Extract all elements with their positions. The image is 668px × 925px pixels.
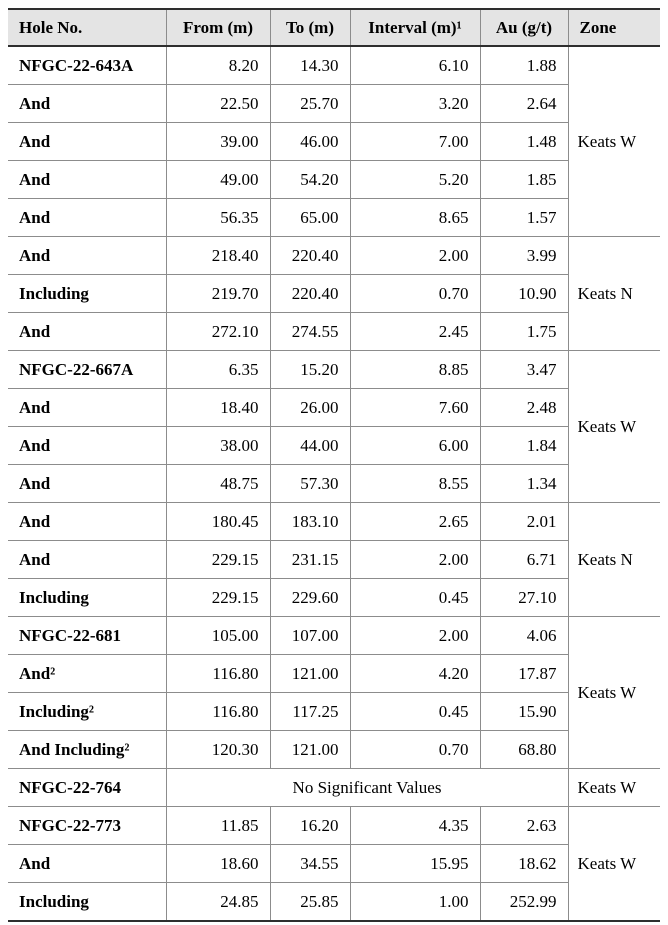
cell-au: 2.63 [480, 807, 568, 845]
column-header-au: Au (g/t) [480, 9, 568, 46]
cell-from: 218.40 [166, 237, 270, 275]
cell-from: 24.85 [166, 883, 270, 922]
cell-from: 48.75 [166, 465, 270, 503]
cell-hole-no: And Including² [8, 731, 166, 769]
cell-interval: 4.35 [350, 807, 480, 845]
cell-hole-no: Including² [8, 693, 166, 731]
cell-interval: 1.00 [350, 883, 480, 922]
cell-hole-no: Including [8, 883, 166, 922]
table-row [8, 123, 660, 161]
assay-results-table [8, 8, 660, 922]
table-row [8, 351, 660, 389]
cell-to: 220.40 [270, 275, 350, 313]
cell-from: 229.15 [166, 579, 270, 617]
cell-zone: Keats W [568, 351, 660, 503]
cell-from: 49.00 [166, 161, 270, 199]
cell-interval: 4.20 [350, 655, 480, 693]
cell-to: 14.30 [270, 46, 350, 85]
cell-to: 25.70 [270, 85, 350, 123]
cell-from: 38.00 [166, 427, 270, 465]
cell-au: 1.48 [480, 123, 568, 161]
cell-zone: Keats N [568, 237, 660, 351]
cell-from: 22.50 [166, 85, 270, 123]
column-header-interval: Interval (m)¹ [350, 9, 480, 46]
cell-no-significant-values: No Significant Values [166, 769, 568, 807]
cell-from: 272.10 [166, 313, 270, 351]
cell-hole-no: And [8, 845, 166, 883]
cell-interval: 2.65 [350, 503, 480, 541]
table-header [8, 9, 660, 46]
cell-to: 274.55 [270, 313, 350, 351]
cell-to: 231.15 [270, 541, 350, 579]
cell-hole-no: And [8, 465, 166, 503]
cell-to: 16.20 [270, 807, 350, 845]
column-header-zone: Zone [568, 9, 660, 46]
cell-interval: 5.20 [350, 161, 480, 199]
cell-interval: 0.70 [350, 731, 480, 769]
cell-hole-no: And [8, 313, 166, 351]
cell-hole-no: NFGC-22-681 [8, 617, 166, 655]
cell-to: 121.00 [270, 655, 350, 693]
table-row [8, 655, 660, 693]
table-row [8, 693, 660, 731]
table-row [8, 541, 660, 579]
cell-interval: 7.60 [350, 389, 480, 427]
cell-au: 68.80 [480, 731, 568, 769]
table-row [8, 807, 660, 845]
cell-from: 180.45 [166, 503, 270, 541]
cell-from: 229.15 [166, 541, 270, 579]
cell-interval: 7.00 [350, 123, 480, 161]
cell-interval: 2.00 [350, 237, 480, 275]
cell-to: 34.55 [270, 845, 350, 883]
cell-to: 54.20 [270, 161, 350, 199]
table-body [8, 46, 660, 921]
cell-to: 117.25 [270, 693, 350, 731]
column-header-hole-no: Hole No. [8, 9, 166, 46]
cell-hole-no: Including [8, 275, 166, 313]
cell-interval: 8.65 [350, 199, 480, 237]
table-row [8, 389, 660, 427]
cell-interval: 15.95 [350, 845, 480, 883]
cell-au: 10.90 [480, 275, 568, 313]
cell-interval: 6.00 [350, 427, 480, 465]
table-row [8, 883, 660, 922]
cell-interval: 8.85 [350, 351, 480, 389]
cell-zone: Keats W [568, 807, 660, 922]
table-row [8, 199, 660, 237]
cell-zone: Keats W [568, 769, 660, 807]
cell-hole-no: NFGC-22-773 [8, 807, 166, 845]
cell-from: 120.30 [166, 731, 270, 769]
cell-hole-no: And [8, 237, 166, 275]
cell-from: 116.80 [166, 693, 270, 731]
cell-from: 219.70 [166, 275, 270, 313]
cell-from: 18.40 [166, 389, 270, 427]
cell-au: 1.85 [480, 161, 568, 199]
cell-to: 46.00 [270, 123, 350, 161]
cell-to: 65.00 [270, 199, 350, 237]
table-row [8, 85, 660, 123]
cell-au: 1.57 [480, 199, 568, 237]
cell-hole-no: And [8, 85, 166, 123]
cell-to: 57.30 [270, 465, 350, 503]
cell-interval: 2.45 [350, 313, 480, 351]
table-row [8, 161, 660, 199]
cell-to: 107.00 [270, 617, 350, 655]
cell-au: 2.48 [480, 389, 568, 427]
cell-au: 2.64 [480, 85, 568, 123]
cell-zone: Keats W [568, 46, 660, 237]
cell-interval: 2.00 [350, 617, 480, 655]
cell-au: 15.90 [480, 693, 568, 731]
cell-au: 1.34 [480, 465, 568, 503]
cell-to: 229.60 [270, 579, 350, 617]
cell-au: 6.71 [480, 541, 568, 579]
column-header-to: To (m) [270, 9, 350, 46]
cell-au: 27.10 [480, 579, 568, 617]
cell-from: 105.00 [166, 617, 270, 655]
cell-from: 116.80 [166, 655, 270, 693]
cell-to: 26.00 [270, 389, 350, 427]
cell-hole-no: And [8, 161, 166, 199]
cell-zone: Keats W [568, 617, 660, 769]
cell-au: 1.84 [480, 427, 568, 465]
cell-hole-no: And² [8, 655, 166, 693]
table-row [8, 46, 660, 85]
table-row [8, 731, 660, 769]
cell-au: 3.99 [480, 237, 568, 275]
cell-hole-no: NFGC-22-643A [8, 46, 166, 85]
cell-to: 15.20 [270, 351, 350, 389]
cell-hole-no: And [8, 199, 166, 237]
table-row [8, 617, 660, 655]
cell-au: 1.88 [480, 46, 568, 85]
cell-interval: 3.20 [350, 85, 480, 123]
cell-hole-no: NFGC-22-764 [8, 769, 166, 807]
table-row [8, 503, 660, 541]
table-row [8, 579, 660, 617]
cell-zone: Keats N [568, 503, 660, 617]
cell-interval: 0.45 [350, 579, 480, 617]
cell-interval: 6.10 [350, 46, 480, 85]
cell-to: 220.40 [270, 237, 350, 275]
cell-from: 8.20 [166, 46, 270, 85]
column-header-from: From (m) [166, 9, 270, 46]
header-row [8, 9, 660, 46]
cell-from: 56.35 [166, 199, 270, 237]
cell-from: 11.85 [166, 807, 270, 845]
cell-au: 252.99 [480, 883, 568, 922]
cell-to: 44.00 [270, 427, 350, 465]
cell-to: 183.10 [270, 503, 350, 541]
cell-from: 6.35 [166, 351, 270, 389]
cell-hole-no: NFGC-22-667A [8, 351, 166, 389]
cell-to: 25.85 [270, 883, 350, 922]
cell-interval: 8.55 [350, 465, 480, 503]
cell-to: 121.00 [270, 731, 350, 769]
cell-interval: 2.00 [350, 541, 480, 579]
cell-from: 39.00 [166, 123, 270, 161]
cell-au: 4.06 [480, 617, 568, 655]
table-row [8, 275, 660, 313]
cell-au: 3.47 [480, 351, 568, 389]
cell-au: 1.75 [480, 313, 568, 351]
cell-hole-no: And [8, 389, 166, 427]
table-row [8, 465, 660, 503]
cell-hole-no: And [8, 427, 166, 465]
table-row [8, 237, 660, 275]
table-row [8, 769, 660, 807]
cell-au: 2.01 [480, 503, 568, 541]
table-row [8, 845, 660, 883]
table-row [8, 427, 660, 465]
cell-au: 18.62 [480, 845, 568, 883]
cell-hole-no: And [8, 541, 166, 579]
cell-interval: 0.45 [350, 693, 480, 731]
cell-hole-no: And [8, 503, 166, 541]
cell-hole-no: And [8, 123, 166, 161]
cell-from: 18.60 [166, 845, 270, 883]
cell-interval: 0.70 [350, 275, 480, 313]
cell-hole-no: Including [8, 579, 166, 617]
cell-au: 17.87 [480, 655, 568, 693]
table-row [8, 313, 660, 351]
